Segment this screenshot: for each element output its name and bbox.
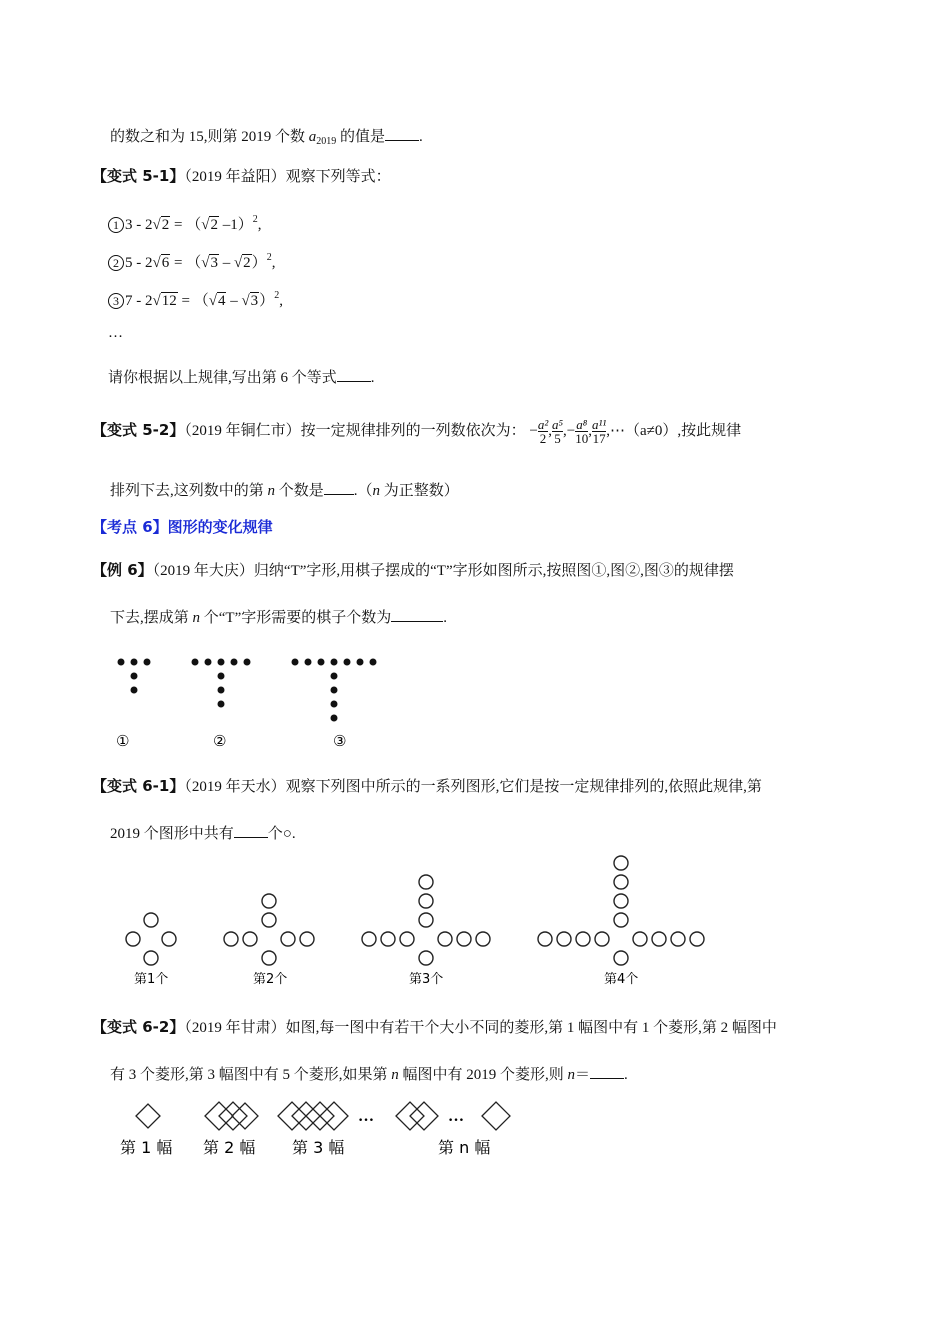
t-shape-3 xyxy=(292,659,377,722)
figure-label-4: 第4个 xyxy=(604,972,639,987)
variant-6-1-line1: 【变式 6-1】（2019 年天水）观察下列图中所示的一系列图形,它们是按一定规律排列的,依照此规律,第 xyxy=(92,777,762,795)
answer-blank xyxy=(391,609,443,622)
cross-2 xyxy=(224,894,314,965)
rhombus-figure xyxy=(110,1095,530,1165)
variant-5-1-question: 请你根据以上规律,写出第 6 个等式 . xyxy=(108,370,375,386)
continued-line: 的数之和为 15,则第 2019 个数 $a_{2019}$ 的值是 . xyxy=(110,129,423,147)
figure-label-2: ② xyxy=(213,732,227,750)
ellipsis: … xyxy=(448,1108,464,1125)
equation-2: 2 5 - 2√6 = （√3 – √2）$^2$, xyxy=(108,251,275,272)
figure-label-3: 第 3 幅 xyxy=(292,1138,345,1157)
answer-blank xyxy=(385,128,419,141)
section-heading: 【考点 6】图形的变化规律 xyxy=(92,518,273,536)
variant-6-2-line2: 有 3 个菱形,第 3 幅图中有 5 个菱形,如果第 n 幅图中有 2019 个菱形,则 n＝ . xyxy=(110,1067,628,1083)
figure-label-3: 第3个 xyxy=(409,972,444,987)
ellipsis: … xyxy=(108,325,123,341)
equation-1: 1 3 - 2√2 = （√2 –1）$^2$, xyxy=(108,213,261,234)
fraction: $\frac{\text{a⁸}}{10}$ xyxy=(575,417,589,446)
figure-label-n: 第 n 幅 xyxy=(438,1138,491,1157)
answer-blank xyxy=(234,825,268,838)
variant-5-2-line2: 排列下去,这列数中的第 n 个数是 .（n 为正整数） xyxy=(110,483,459,499)
equation-3: 3 7 - 2√12 = （√4 – √3）$^2$, xyxy=(108,289,283,310)
fraction: $\frac{\text{a¹¹}}{17}$ xyxy=(591,417,607,446)
rhombus-group-2 xyxy=(205,1102,258,1130)
t-shape-figure xyxy=(100,650,400,755)
ellipsis: … xyxy=(358,1108,374,1125)
fraction: $\frac{\text{a²}}{2}$ xyxy=(537,417,549,446)
rhombus-group-3 xyxy=(278,1102,348,1130)
figure-label-2: 第2个 xyxy=(253,972,288,987)
figure-label-3: ③ xyxy=(333,732,347,750)
cross-4 xyxy=(538,856,704,965)
variant-6-2-line1: 【变式 6-2】（2019 年甘肃）如图,每一图中有若干个大小不同的菱形,第 1 幅图中有 1 个菱形,第 2 幅图中 xyxy=(92,1018,777,1036)
variant-5-1-heading: 【变式 5-1】（2019 年益阳）观察下列等式： xyxy=(92,167,391,185)
t-shape-2 xyxy=(192,659,251,708)
example-6-line1: 【例 6】（2019 年大庆）归纳“T”字形,用棋子摆成的“T”字形如图所示,按照图①,图②,图③的规律摆 xyxy=(92,561,734,579)
t-shape-1 xyxy=(118,659,151,694)
cross-3 xyxy=(362,875,490,965)
figure-label-2: 第 2 幅 xyxy=(203,1138,256,1157)
answer-blank xyxy=(324,482,354,495)
variant-5-2-line1: 【变式 5-2】（2019 年铜仁市）按一定规律排列的一列数依次为： − $\frac{\text{a²}}{2}$ , $\frac{\text{a⁵}}{5}$ ,− $\frac{\text{a⁸}}{10}$ , $\frac{\text{a¹¹}}{17}$ ,⋯（a≠0）,按此规律 xyxy=(92,417,742,446)
answer-blank xyxy=(337,369,371,382)
rhombus-1 xyxy=(136,1104,160,1128)
answer-blank xyxy=(590,1066,624,1079)
figure-label-1: 第 1 幅 xyxy=(120,1138,173,1157)
circle-cross-figure xyxy=(110,850,720,990)
variant-6-1-line2: 2019 个图形中共有 个○. xyxy=(110,826,296,842)
fraction: $\frac{\text{a⁵}}{5}$ xyxy=(551,417,563,446)
example-6-line2: 下去,摆成第 n 个“T”字形需要的棋子个数为 . xyxy=(110,610,447,626)
figure-label-1: 第1个 xyxy=(134,972,169,987)
cross-1 xyxy=(126,913,176,965)
figure-label-1: ① xyxy=(116,732,130,750)
